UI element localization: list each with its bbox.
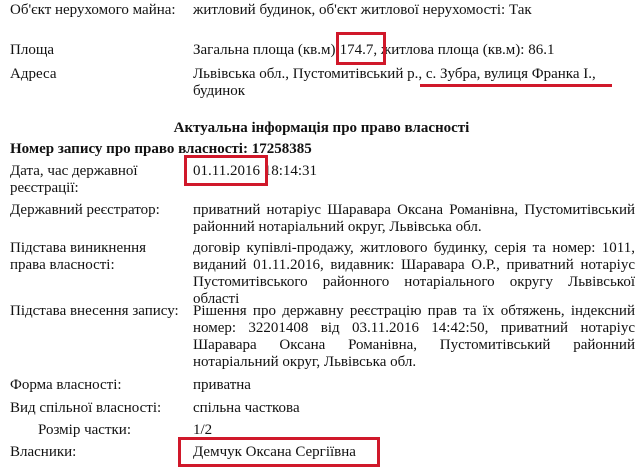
owners-value: Демчук Оксана Сергіївна [193,444,356,460]
entry-basis-value: Рішення про державну реєстрацію прав та їх обтяжень, індексний номер: 32201408 від 03.11.2016 14:42:50, приватний нотаріус Шаравара Оксана Романівна, Пустомитівський районний нотаріальний округ, Львівська обл. [193,303,635,370]
basis-label: Підстава виникнення права власності: [10,240,147,273]
object-row [10,2,635,38]
address-underline [420,84,612,87]
share-label: Розмір частки: [38,422,131,438]
date-label: Дата, час державної реєстрації: [10,163,138,196]
joint-label: Вид спільної власності: [10,400,162,416]
entry-basis-row [10,303,635,373]
address-line2: будинок [193,83,246,99]
joint-row [10,400,635,418]
form-row [10,377,635,395]
area-prefix: Загальна площа (кв.м): [193,42,340,58]
joint-value: спільна часткова [193,400,300,416]
area-total: 174.7 [339,42,374,58]
address-highlight: с. Зубра, вулиця Франка І., [425,66,596,82]
area-row [10,42,635,60]
ownership-heading: Актуальна інформація про право власності [173,120,470,136]
entry-basis-label: Підстава внесення запису: [10,303,179,319]
basis-value: договір купівлі-продажу, житлового будинку, серія та номер: 1011, виданий 01.11.2016, видавник: Шаравара О.Р., приватний нотаріус Пустомитівського районного нотаріального округу Львівської області [193,240,635,307]
form-value: приватна [193,377,251,393]
address-prefix: Львівська обл., Пустомитівський р., [193,66,426,82]
registration-date: 01.11.2016 [193,163,260,179]
share-value: 1/2 [193,422,213,438]
registrar-value: приватний нотаріус Шаравара Оксана Романівна, Пустомитівський районний нотаріальний округ, Львівська обл. [193,202,635,235]
object-label: Об'єкт нерухомого майна: [10,2,176,18]
address-value [193,66,635,100]
owner-highlight-box [178,437,380,467]
address-label: Адреса [10,66,57,82]
record-number: Номер запису про право власності: 17258385 [10,141,312,157]
registration-time: 18:14:31 [259,163,318,179]
area-suffix: , житлова площа (кв.м): 86.1 [373,42,555,58]
object-value: житловий будинок, об'єкт житлової нерухомості: Так [193,2,532,18]
date-row [10,163,635,199]
basis-row [10,240,635,307]
owners-label: Власники: [10,444,77,460]
form-label: Форма власності: [10,377,122,393]
registrar-label: Державний реєстратор: [10,202,160,218]
area-value [193,42,635,59]
area-highlight-box [336,32,386,65]
date-highlight-box [184,155,268,186]
area-label: Площа [10,42,55,58]
